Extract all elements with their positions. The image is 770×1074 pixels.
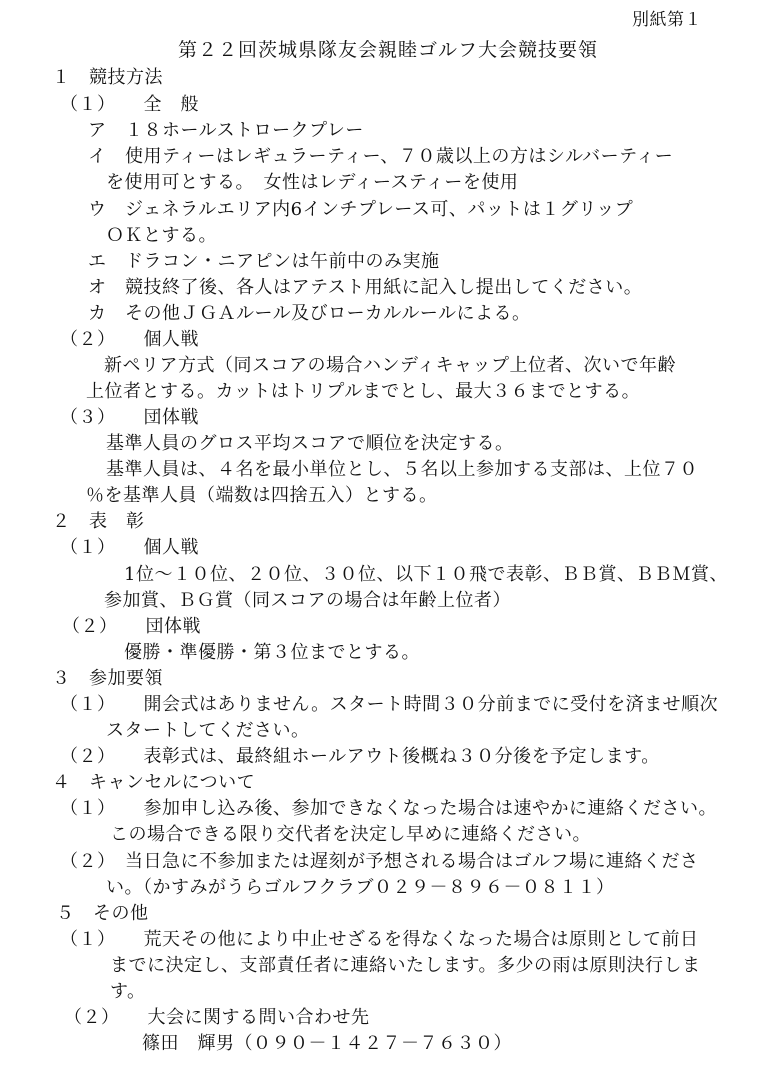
paragraph-line: 基準人員のグロス平均スコアで順位を決定する。 [106, 433, 514, 454]
subsection-heading: （３） 団体戦 [60, 407, 199, 428]
attachment-label: 別紙第１ [632, 10, 702, 30]
paragraph-line: す。 [110, 981, 146, 1002]
paragraph-line: 上位者とする。カットはトリプルまでとし、最大３６までとする。 [86, 381, 641, 402]
document-title: 第２２回茨城県隊友会親睦ゴルフ大会競技要領 [178, 39, 599, 61]
paragraph-line: い。（かすみがうらゴルフクラブ０２９－８９６－０８１１） [106, 877, 615, 898]
list-item: オ 競技終了後、各人はアテスト用紙に記入し提出してください。 [88, 277, 643, 298]
subsection-line: （１） 開会式はありません。スタート時間３０分前までに受付を済ませ順次 [60, 694, 719, 715]
subsection-heading: （１） 全 般 [60, 94, 199, 115]
paragraph-line: 優勝・準優勝・第３位までとする。 [124, 642, 420, 663]
list-item: ア １８ホールストロークプレー [88, 120, 364, 141]
section-heading: ５ その他 [56, 903, 149, 924]
list-item-continuation: ＯＫとする。 [106, 225, 217, 246]
subsection-heading: （２） 団体戦 [62, 616, 201, 637]
paragraph-line: 新ペリア方式（同スコアの場合ハンディキャップ上位者、次いで年齢 [104, 355, 677, 376]
list-item: イ 使用ティーはレギュラーティー、７０歳以上の方はシルバーティー [88, 146, 674, 167]
contact-line: 篠田 輝男（０９０－１４２７－７６３０） [142, 1033, 512, 1054]
section-heading: ２ 表 彰 [52, 511, 145, 532]
section-heading: ４ キャンセルについて [52, 772, 256, 793]
subsection-heading: （２） 個人戦 [60, 329, 199, 350]
subsection-line: （２） 大会に関する問い合わせ先 [64, 1007, 370, 1028]
section-heading: ３ 参加要領 [52, 668, 163, 689]
subsection-heading: （１） 個人戦 [60, 537, 199, 558]
paragraph-line: 1位～１０位、２０位、３０位、以下１０飛で表彰、ＢＢ賞、ＢＢＭ賞、 [124, 564, 728, 585]
subsection-line: （２） 表彰式は、最終組ホールアウト後概ね３０分後を予定します。 [60, 746, 660, 767]
list-item-continuation: を使用可とする。 女性はレディースティーを使用 [106, 172, 519, 193]
subsection-line: （１） 参加申し込み後、参加できなくなった場合は速やかに連絡ください。 [60, 798, 717, 819]
list-item: カ その他ＪＧＡルール及びローカルルールによる。 [88, 303, 531, 324]
paragraph-line: 参加賞、ＢＧ賞（同スコアの場合は年齢上位者） [104, 590, 511, 611]
list-item: ウ ジェネラルエリア内6インチプレース可、パットは１グリップ [88, 199, 634, 220]
list-item: エ ドラコン・ニアピンは午前中のみ実施 [88, 251, 440, 272]
subsection-line: （１） 荒天その他により中止せざるを得なくなった場合は原則として前日 [60, 929, 699, 950]
paragraph-line: ％を基準人員（端数は四捨五入）とする。 [86, 485, 438, 506]
subsection-line: （２） 当日急に不参加または遅刻が予想される場合はゴルフ場に連絡くださ [60, 851, 699, 872]
section-heading: １ 競技方法 [52, 67, 163, 88]
paragraph-line: 基準人員は、４名を最小単位とし、５名以上参加する支部は、上位７０ [106, 459, 698, 480]
paragraph-line: までに決定し、支部責任者に連絡いたします。多少の雨は原則決行しま [110, 955, 701, 976]
paragraph-line: スタートしてください。 [106, 720, 310, 741]
paragraph-line: この場合できる限り交代者を決定し早めに連絡ください。 [110, 824, 591, 845]
